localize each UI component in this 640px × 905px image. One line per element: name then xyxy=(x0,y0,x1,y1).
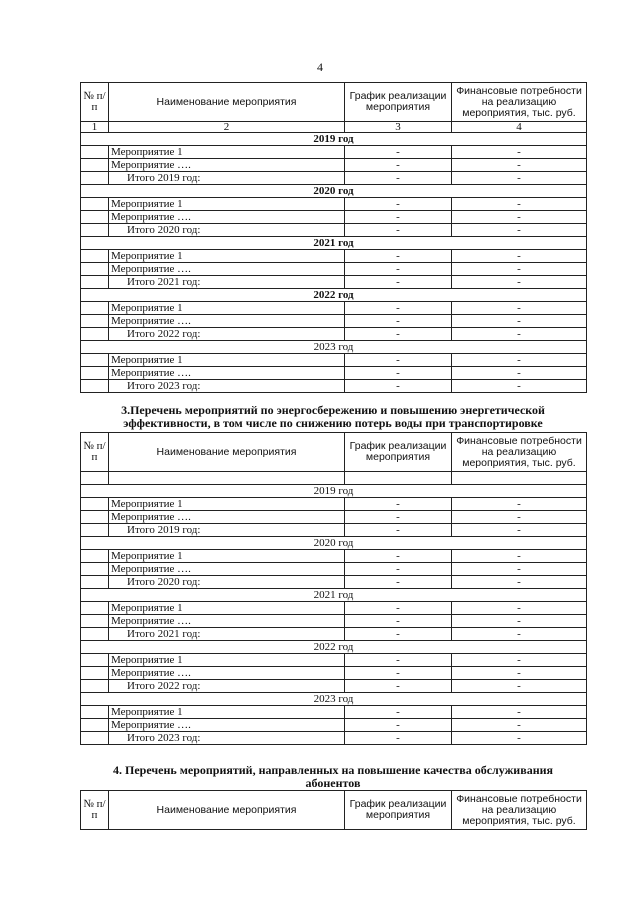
schedule-value: - xyxy=(345,576,452,589)
activity-row xyxy=(81,354,587,367)
total-label: Итого 2019 год: xyxy=(109,172,345,185)
row-number-cell xyxy=(81,498,109,511)
schedule-value: - xyxy=(345,498,452,511)
col-number: 1 xyxy=(81,122,109,133)
schedule-value: - xyxy=(345,602,452,615)
year-row xyxy=(81,237,587,250)
total-label: Итого 2022 год: xyxy=(109,680,345,693)
finance-value: - xyxy=(452,524,587,537)
total-row xyxy=(81,172,587,185)
total-label: Итого 2022 год: xyxy=(109,328,345,341)
col-number: 3 xyxy=(345,122,452,133)
table-header-row xyxy=(81,433,587,472)
activity-name: Мероприятие …. xyxy=(109,367,345,380)
row-number-cell xyxy=(81,380,109,393)
col-number: 4 xyxy=(452,122,587,133)
finance-value: - xyxy=(452,211,587,224)
total-label: Итого 2023 год: xyxy=(109,732,345,745)
row-number-cell xyxy=(81,576,109,589)
schedule-value: - xyxy=(345,380,452,393)
row-number-cell xyxy=(81,511,109,524)
year-label: 2020 год xyxy=(81,185,587,198)
activity-name: Мероприятие 1 xyxy=(109,146,345,159)
finance-value: - xyxy=(452,719,587,732)
activity-row xyxy=(81,667,587,680)
activity-name: Мероприятие 1 xyxy=(109,498,345,511)
col-no-header: № п/п xyxy=(81,433,109,472)
schedule-value: - xyxy=(345,263,452,276)
activity-name: Мероприятие …. xyxy=(109,315,345,328)
schedule-value: - xyxy=(345,654,452,667)
col-name-header: Наименование мероприятия xyxy=(109,791,345,830)
row-number-cell xyxy=(81,680,109,693)
total-row xyxy=(81,276,587,289)
row-number-cell xyxy=(81,367,109,380)
activity-row xyxy=(81,302,587,315)
row-number-cell xyxy=(81,628,109,641)
activity-name: Мероприятие …. xyxy=(109,667,345,680)
column-numbers-row xyxy=(81,122,587,133)
page-number: 4 xyxy=(317,60,323,74)
finance-value: - xyxy=(452,667,587,680)
schedule-value: - xyxy=(345,667,452,680)
activity-row xyxy=(81,250,587,263)
finance-value: - xyxy=(452,680,587,693)
row-number-cell xyxy=(81,719,109,732)
row-number-cell xyxy=(81,302,109,315)
total-label: Итого 2019 год: xyxy=(109,524,345,537)
col-name-header: Наименование мероприятия xyxy=(109,433,345,472)
col-finance-header: Финансовые потребности на реализацию мероприятия, тыс. руб. xyxy=(452,433,587,472)
activity-name: Мероприятие …. xyxy=(109,719,345,732)
col-no-header: № п/п xyxy=(81,83,109,122)
schedule-value: - xyxy=(345,146,452,159)
activity-name: Мероприятие …. xyxy=(109,563,345,576)
schedule-value: - xyxy=(345,302,452,315)
activity-name: Мероприятие 1 xyxy=(109,654,345,667)
schedule-value: - xyxy=(345,628,452,641)
row-number-cell xyxy=(81,250,109,263)
activity-name: Мероприятие …. xyxy=(109,159,345,172)
activity-name: Мероприятие 1 xyxy=(109,354,345,367)
year-label: 2020 год xyxy=(81,537,587,550)
activity-row xyxy=(81,706,587,719)
row-number-cell xyxy=(81,224,109,237)
year-row xyxy=(81,537,587,550)
activity-name: Мероприятие …. xyxy=(109,511,345,524)
total-label: Итого 2021 год: xyxy=(109,276,345,289)
year-row xyxy=(81,185,587,198)
activity-row xyxy=(81,615,587,628)
finance-value: - xyxy=(452,576,587,589)
table-header-row xyxy=(81,791,587,830)
year-label: 2022 год xyxy=(81,641,587,654)
row-number-cell xyxy=(81,550,109,563)
total-label: Итого 2021 год: xyxy=(109,628,345,641)
activity-row xyxy=(81,511,587,524)
activity-row xyxy=(81,563,587,576)
finance-value: - xyxy=(452,732,587,745)
finance-value: - xyxy=(452,198,587,211)
finance-value: - xyxy=(452,563,587,576)
row-number-cell xyxy=(81,667,109,680)
schedule-value: - xyxy=(345,276,452,289)
activity-name: Мероприятие 1 xyxy=(109,706,345,719)
table-service-quality-activities xyxy=(80,790,587,830)
activity-row xyxy=(81,367,587,380)
col-finance-header: Финансовые потребности на реализацию мероприятия, тыс. руб. xyxy=(452,83,587,122)
activity-name: Мероприятие …. xyxy=(109,211,345,224)
finance-value: - xyxy=(452,706,587,719)
activity-row xyxy=(81,654,587,667)
col-schedule-header: График реализации мероприятия xyxy=(345,791,452,830)
col-name-header: Наименование мероприятия xyxy=(109,83,345,122)
schedule-value: - xyxy=(345,328,452,341)
activity-row xyxy=(81,498,587,511)
activity-name: Мероприятие 1 xyxy=(109,550,345,563)
row-number-cell xyxy=(81,602,109,615)
year-label: 2023 год xyxy=(81,341,587,354)
year-row xyxy=(81,693,587,706)
finance-value: - xyxy=(452,159,587,172)
schedule-value: - xyxy=(345,159,452,172)
empty-cell xyxy=(109,472,345,485)
schedule-value: - xyxy=(345,367,452,380)
schedule-value: - xyxy=(345,211,452,224)
section-4-heading-line1: 4. Перечень мероприятий, направленных на повышение качества обслуживания xyxy=(112,763,554,777)
finance-value: - xyxy=(452,328,587,341)
schedule-value: - xyxy=(345,563,452,576)
row-number-cell xyxy=(81,276,109,289)
activity-row xyxy=(81,263,587,276)
finance-value: - xyxy=(452,354,587,367)
schedule-value: - xyxy=(345,354,452,367)
finance-value: - xyxy=(452,315,587,328)
finance-value: - xyxy=(452,511,587,524)
empty-row xyxy=(81,472,587,485)
row-number-cell xyxy=(81,615,109,628)
empty-cell xyxy=(345,472,452,485)
col-schedule-header: График реализации мероприятия xyxy=(345,83,452,122)
row-number-cell xyxy=(81,159,109,172)
finance-value: - xyxy=(452,498,587,511)
activity-row xyxy=(81,315,587,328)
activity-name: Мероприятие 1 xyxy=(109,198,345,211)
total-row xyxy=(81,328,587,341)
finance-value: - xyxy=(452,172,587,185)
col-number: 2 xyxy=(109,122,345,133)
year-row xyxy=(81,133,587,146)
activity-row xyxy=(81,719,587,732)
year-label: 2019 год xyxy=(81,485,587,498)
year-row xyxy=(81,641,587,654)
row-number-cell xyxy=(81,211,109,224)
finance-value: - xyxy=(452,628,587,641)
finance-value: - xyxy=(452,276,587,289)
total-label: Итого 2020 год: xyxy=(109,576,345,589)
table2-body xyxy=(81,485,587,745)
schedule-value: - xyxy=(345,315,452,328)
finance-value: - xyxy=(452,615,587,628)
section-3-heading-line2: эффективности, в том числе по снижению потерь воды при транспортировке xyxy=(123,416,543,430)
finance-value: - xyxy=(452,654,587,667)
finance-value: - xyxy=(452,263,587,276)
finance-value: - xyxy=(452,602,587,615)
row-number-cell xyxy=(81,315,109,328)
empty-cell xyxy=(81,472,109,485)
schedule-value: - xyxy=(345,719,452,732)
col-no-header: № п/п xyxy=(81,791,109,830)
schedule-value: - xyxy=(345,524,452,537)
total-row xyxy=(81,380,587,393)
finance-value: - xyxy=(452,380,587,393)
total-label: Итого 2020 год: xyxy=(109,224,345,237)
row-number-cell xyxy=(81,524,109,537)
finance-value: - xyxy=(452,550,587,563)
section-3-heading-line1: 3.Перечень мероприятий по энергосбережению и повышению энергетической xyxy=(121,403,545,417)
schedule-value: - xyxy=(345,706,452,719)
section-4-heading-line2: абонентов xyxy=(305,776,361,790)
activity-name: Мероприятие 1 xyxy=(109,602,345,615)
activity-row xyxy=(81,159,587,172)
table-energy-saving-activities xyxy=(80,432,587,745)
year-row xyxy=(81,341,587,354)
activity-name: Мероприятие …. xyxy=(109,615,345,628)
activity-name: Мероприятие 1 xyxy=(109,302,345,315)
year-label: 2023 год xyxy=(81,693,587,706)
total-row xyxy=(81,576,587,589)
row-number-cell xyxy=(81,706,109,719)
activity-row xyxy=(81,550,587,563)
activity-name: Мероприятие 1 xyxy=(109,250,345,263)
col-schedule-header: График реализации мероприятия xyxy=(345,433,452,472)
table1-body xyxy=(81,133,587,393)
year-label: 2021 год xyxy=(81,237,587,250)
year-label: 2019 год xyxy=(81,133,587,146)
schedule-value: - xyxy=(345,680,452,693)
schedule-value: - xyxy=(345,172,452,185)
year-label: 2022 год xyxy=(81,289,587,302)
year-row xyxy=(81,589,587,602)
finance-value: - xyxy=(452,250,587,263)
table-header-row xyxy=(81,83,587,122)
table-2019-2023-activities xyxy=(80,82,587,393)
year-row xyxy=(81,289,587,302)
row-number-cell xyxy=(81,328,109,341)
row-number-cell xyxy=(81,263,109,276)
schedule-value: - xyxy=(345,198,452,211)
year-row xyxy=(81,485,587,498)
row-number-cell xyxy=(81,146,109,159)
total-label: Итого 2023 год: xyxy=(109,380,345,393)
finance-value: - xyxy=(452,367,587,380)
activity-row xyxy=(81,602,587,615)
total-row xyxy=(81,524,587,537)
activity-name: Мероприятие …. xyxy=(109,263,345,276)
row-number-cell xyxy=(81,198,109,211)
section-4-heading xyxy=(80,764,586,790)
activity-row xyxy=(81,146,587,159)
finance-value: - xyxy=(452,302,587,315)
year-label: 2021 год xyxy=(81,589,587,602)
finance-value: - xyxy=(452,146,587,159)
row-number-cell xyxy=(81,354,109,367)
empty-cell xyxy=(452,472,587,485)
row-number-cell xyxy=(81,654,109,667)
total-row xyxy=(81,732,587,745)
row-number-cell xyxy=(81,563,109,576)
schedule-value: - xyxy=(345,224,452,237)
section-3-heading xyxy=(80,404,586,430)
schedule-value: - xyxy=(345,511,452,524)
activity-row xyxy=(81,198,587,211)
row-number-cell xyxy=(81,732,109,745)
row-number-cell xyxy=(81,172,109,185)
schedule-value: - xyxy=(345,732,452,745)
total-row xyxy=(81,224,587,237)
schedule-value: - xyxy=(345,250,452,263)
finance-value: - xyxy=(452,224,587,237)
col-finance-header: Финансовые потребности на реализацию мероприятия, тыс. руб. xyxy=(452,791,587,830)
total-row xyxy=(81,628,587,641)
schedule-value: - xyxy=(345,550,452,563)
activity-row xyxy=(81,211,587,224)
total-row xyxy=(81,680,587,693)
schedule-value: - xyxy=(345,615,452,628)
